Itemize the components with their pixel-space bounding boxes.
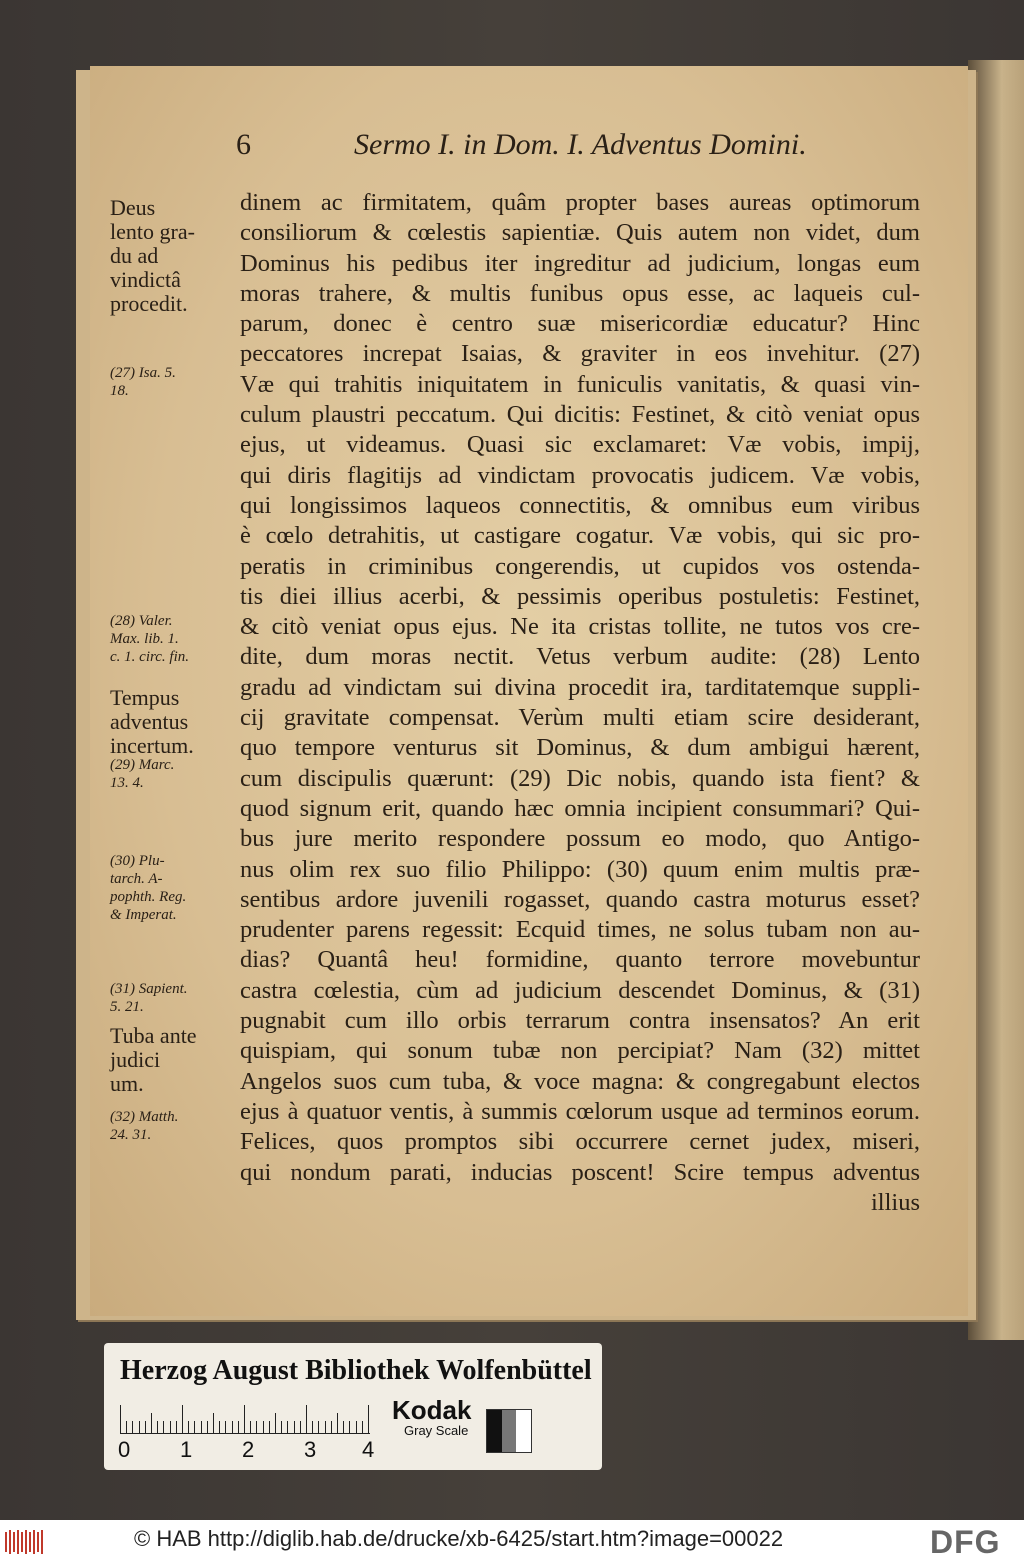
text-line: qui longissimos laqueos connectitis, & omnibus eum viribus <box>240 491 920 519</box>
text-line: qui nondum parati, inducias poscent! Scire tempus adventus <box>240 1158 920 1186</box>
page-number: 6 <box>236 128 251 161</box>
margin-note-line: judici <box>110 1047 161 1072</box>
margin-note-line: vindictâ <box>110 267 181 292</box>
text-line: illius <box>870 1188 920 1216</box>
margin-note-line: 5. 21. <box>110 999 144 1015</box>
ruler-number: 2 <box>242 1437 255 1462</box>
margin-reference <box>110 756 240 792</box>
ruler-tick <box>263 1421 264 1433</box>
margin-reference <box>110 1108 240 1144</box>
margin-note-line: du ad <box>110 243 159 268</box>
text-line: & citò veniat opus ejus. Ne ita cristas tollite, ne tutos vos cre- <box>240 613 920 641</box>
ruler-tick <box>145 1421 146 1433</box>
ruler-tick <box>300 1421 301 1433</box>
ruler-number: 4 <box>362 1437 375 1462</box>
margin-note-line: 18. <box>110 383 129 399</box>
ruler-tick <box>244 1405 245 1433</box>
ruler-tick <box>312 1421 313 1433</box>
text-line: culum plaustri peccatum. Qui dicitis: Festinet, & citò veniat opus <box>240 401 920 429</box>
margin-note-line: Max. lib. 1. <box>110 631 179 647</box>
text-line: cij gravitate compensat. Verùm multi etiam scire desiderant, <box>240 704 920 732</box>
ruler-tick <box>225 1421 226 1433</box>
ruler-tick <box>343 1421 344 1433</box>
measurement-ruler <box>120 1403 370 1434</box>
text-line: dias? Quantâ heu! formidine, quanto terrore movebuntur <box>240 946 920 974</box>
ruler-tick <box>337 1413 338 1433</box>
text-line: prudenter parens regessit: Ecquid times, ne solus tubam non au- <box>240 916 920 944</box>
ruler-tick <box>219 1421 220 1433</box>
margin-note-line: procedit. <box>110 291 188 316</box>
margin-note-line: adventus <box>110 709 189 734</box>
margin-note-line: tarch. A- <box>110 871 163 887</box>
margin-note-line: Tuba ante <box>110 1023 197 1048</box>
margin-note-line: 24. 31. <box>110 1127 152 1143</box>
ruler-tick <box>287 1421 288 1433</box>
margin-note-line: lento gra- <box>110 219 195 244</box>
ruler-tick <box>126 1421 127 1433</box>
text-line: parum, donec è centro suæ misericordiæ educatur? Hinc <box>240 310 920 338</box>
text-line: gradu ad vindictam sui divina procedit ira, tarditatemque suppli- <box>240 673 920 701</box>
text-line: sentibus ardore juvenili rogasset, quando castra moturus esset? <box>240 885 920 913</box>
text-line: tis diei illius acerbi, & pessimis operibus postuletis: Festinet, <box>240 582 920 610</box>
source-url[interactable]: © HAB http://diglib.hab.de/drucke/xb-6425/start.htm?image=00022 <box>134 1526 784 1551</box>
ruler-tick <box>201 1421 202 1433</box>
margin-reference <box>110 980 240 1016</box>
text-line: castra cœlestia, cùm ad judicium descendet Dominus, & (31) <box>240 976 920 1004</box>
text-line: cum discipulis quærunt: (29) Dic nobis, quando ista fient? & <box>240 764 920 792</box>
barcode-logo-icon <box>4 1528 44 1556</box>
kodak-logo: Kodak <box>392 1395 472 1425</box>
facing-page-edge <box>968 60 1024 1340</box>
text-line: Angelos suos cum tuba, & voce magna: & congregabunt electos <box>240 1067 920 1095</box>
ruler-number: 1 <box>180 1437 193 1462</box>
color-reference-card <box>104 1343 602 1470</box>
ruler-tick <box>188 1421 189 1433</box>
margin-reference <box>110 364 240 400</box>
text-line: dinem ac firmitatem, quâm propter bases aureas optimorum <box>240 189 920 216</box>
ruler-tick <box>362 1421 363 1433</box>
text-line: è cœlo detrahitis, ut castigare cogatur. Væ vobis, qui sic pro- <box>240 522 920 550</box>
ruler-tick <box>132 1421 133 1433</box>
margin-gloss <box>110 686 240 758</box>
margin-note-line: um. <box>110 1071 144 1096</box>
text-line: moras trahere, & multis funibus opus esse, ac laqueis cul- <box>240 279 920 307</box>
margin-note-line: 13. 4. <box>110 775 144 791</box>
ruler-tick <box>318 1421 319 1433</box>
ruler-tick <box>256 1421 257 1433</box>
gray-scale-swatches <box>486 1409 532 1453</box>
ruler-tick <box>325 1421 326 1433</box>
ruler-number: 0 <box>118 1437 131 1462</box>
text-line: quo tempore venturus sit Dominus, & dum ambigui hærent, <box>240 734 920 762</box>
ruler-tick <box>151 1413 152 1433</box>
text-line: quispiam, qui sonum tubæ non percipiat? Nam (32) mittet <box>240 1037 920 1065</box>
body-text <box>240 188 920 1218</box>
ruler-tick <box>182 1405 183 1433</box>
ruler-tick <box>331 1421 332 1433</box>
text-line: Væ qui trahitis iniquitatem in funiculis vanitatis, & quasi vin- <box>240 370 920 398</box>
text-line: ejus, ut videamus. Quasi sic exclamaret: Væ vobis, impij, <box>240 431 920 459</box>
text-line: quod signum erit, quando hæc omnia incipient consummari? Qui- <box>240 794 920 822</box>
margin-note-line: (28) Valer. <box>110 613 173 629</box>
ruler-tick <box>207 1421 208 1433</box>
margin-note-line: pophth. Reg. <box>110 889 187 905</box>
text-line: consiliorum & cœlestis sapientiæ. Quis autem non videt, dum <box>240 219 920 247</box>
ruler-tick <box>349 1421 350 1433</box>
margin-note-line: (29) Marc. <box>110 757 175 773</box>
ruler-tick <box>368 1405 369 1433</box>
ruler-tick <box>213 1413 214 1433</box>
ruler-tick <box>139 1421 140 1433</box>
text-line: Felices, quos promptos sibi occurrere cernet judex, miseri, <box>240 1128 920 1156</box>
margin-note-line: c. 1. circ. fin. <box>110 649 190 665</box>
page-header <box>236 128 836 168</box>
text-line: bus jure merito respondere possum eo modo, quo Antigo- <box>240 825 920 853</box>
dfg-logo: DFG <box>930 1524 1001 1560</box>
ruler-tick <box>232 1421 233 1433</box>
ruler-tick <box>250 1421 251 1433</box>
ruler-tick <box>238 1421 239 1433</box>
ruler-tick <box>120 1405 121 1433</box>
ruler-tick <box>306 1405 307 1433</box>
ruler-tick <box>356 1421 357 1433</box>
margin-note-line: Tempus <box>110 685 180 710</box>
ruler-tick <box>294 1421 295 1433</box>
margin-gloss <box>110 196 240 316</box>
ruler-tick <box>269 1421 270 1433</box>
margin-note-line: (30) Plu- <box>110 853 165 869</box>
ruler-tick <box>170 1421 171 1433</box>
text-line: Dominus his pedibus iter ingreditur ad judicium, longas eum <box>240 249 920 277</box>
library-name: Herzog August Bibliothek Wolfenbüttel <box>120 1355 592 1386</box>
text-line: peratis in criminibus congerendis, ut cupidos vos ostenda- <box>240 552 920 580</box>
text-line: ejus à quatuor ventis, à summis cœlorum usque ad terminos eorum. <box>240 1097 920 1125</box>
running-title: Sermo I. in Dom. I. Adventus Domini. <box>354 128 807 161</box>
margin-note-line: & Imperat. <box>110 907 177 923</box>
margin-reference <box>110 612 240 666</box>
margin-gloss <box>110 1024 240 1096</box>
margin-note-line: (31) Sapient. <box>110 981 188 997</box>
text-line: dite, dum moras nectit. Vetus verbum audite: (28) Lento <box>240 643 920 671</box>
footer-bar <box>0 1520 1024 1563</box>
ruler-tick <box>157 1421 158 1433</box>
text-line: nus olim rex suo filio Philippo: (30) quum enim multis præ- <box>240 855 920 883</box>
text-line: peccatores increpat Isaias, & graviter in eos invehitur. (27) <box>240 340 920 368</box>
text-line: qui diris flagitijs ad vindictam provocatis judicem. Væ vobis, <box>240 461 920 489</box>
margin-note-line: (32) Matth. <box>110 1109 179 1125</box>
ruler-tick <box>176 1421 177 1433</box>
margin-note-line: Deus <box>110 195 156 220</box>
ruler-number: 3 <box>304 1437 317 1462</box>
ruler-tick <box>281 1421 282 1433</box>
margin-note-line: (27) Isa. 5. <box>110 365 176 381</box>
gray-scale-label: Gray Scale <box>404 1423 469 1438</box>
margin-reference <box>110 852 240 924</box>
margin-note-line: incertum. <box>110 733 194 758</box>
text-line: pugnabit cum illo orbis terrarum contra insensatos? An erit <box>240 1007 920 1035</box>
ruler-tick <box>163 1421 164 1433</box>
ruler-tick <box>275 1413 276 1433</box>
ruler-tick <box>194 1421 195 1433</box>
